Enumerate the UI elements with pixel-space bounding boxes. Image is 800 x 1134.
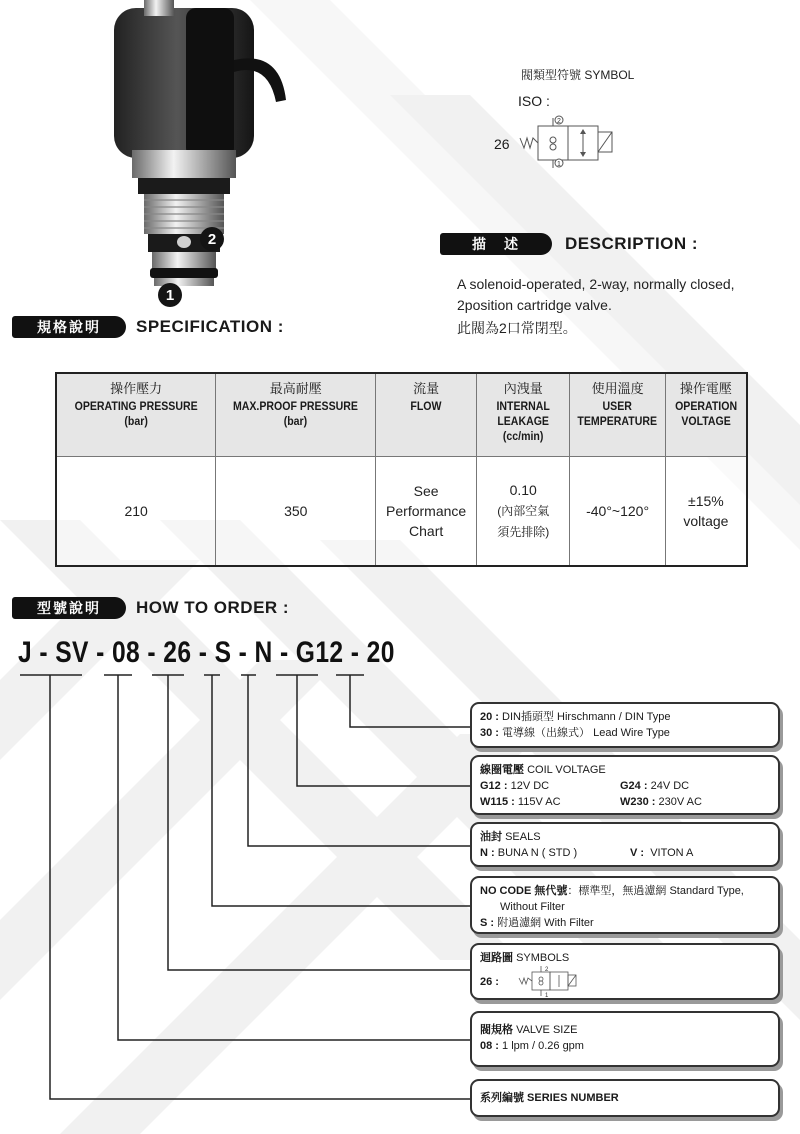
solenoid-valve-illustration <box>90 0 330 310</box>
specification-title: SPECIFICATION : <box>136 317 284 336</box>
filter-with: S : 附過濾網 With Filter <box>480 917 594 929</box>
coil-voltage-title: 線圈電壓 COIL VOLTAGE <box>480 764 606 776</box>
code-series: J <box>18 636 33 669</box>
value-flow: See Performance Chart <box>376 457 477 567</box>
coil-voltage-dc: G12 : 12V DC G24 : 24V DC <box>480 780 690 792</box>
symbol-code: 26 <box>494 136 510 152</box>
symbols-title: 迴路圖 SYMBOLS <box>480 952 570 964</box>
code-symbol: 26 <box>163 636 192 669</box>
code-type: SV <box>55 636 89 669</box>
series-number-box <box>470 1079 780 1117</box>
valve-size-title: 閥規格 VALVE SIZE <box>480 1024 578 1036</box>
description-pill: 描 述 <box>440 233 552 255</box>
header-flow: 流量 FLOW <box>376 373 477 457</box>
connector-option-30: 30 : 電導線（出線式） Lead Wire Type <box>480 727 670 739</box>
small-symbol-port-2: 2 <box>545 967 549 973</box>
value-max-proof-pressure: 350 <box>216 457 376 567</box>
valve-size-box <box>470 1011 780 1067</box>
code-filter: S <box>214 636 232 669</box>
coil-voltage-ac: W115 : 115V AC W230 : 230V AC <box>480 796 702 808</box>
code-connector: 20 <box>366 636 395 669</box>
symbol-heading: 閥類型符號 SYMBOL <box>521 68 635 82</box>
order-code: J - SV - 08 - 26 - S - N - G12 - 20 <box>18 636 395 669</box>
seals-box <box>470 822 780 867</box>
symbols-box <box>470 943 780 1000</box>
specification-pill: 規格說明 <box>12 316 126 338</box>
code-seals: N <box>254 636 273 669</box>
coil-voltage-box <box>470 755 780 815</box>
series-number-title: 系列編號 SERIES NUMBER <box>480 1092 619 1104</box>
header-max-proof-pressure: 最高耐壓 MAX.PROOF PRESSURE (bar) <box>216 373 376 457</box>
description-line-1: A solenoid-operated, 2-way, normally closed, <box>457 276 735 292</box>
value-operation-voltage: ±15% voltage <box>665 457 747 567</box>
header-operation-voltage: 操作電壓 OPERATION VOLTAGE <box>665 373 747 457</box>
header-operating-pressure: 操作壓力 OPERATING PRESSURE (bar) <box>56 373 216 457</box>
iso-label: ISO : <box>518 93 550 109</box>
connector-option-20: 20 : DIN插頭型 Hirschmann / DIN Type <box>480 711 671 723</box>
filter-standard-cont: Without Filter <box>500 901 565 913</box>
code-size: 08 <box>111 636 141 669</box>
seals-options: N : BUNA N ( STD ) V : VITON A <box>480 847 694 859</box>
filter-standard: NO CODE 無代號：標準型，無過濾網 Standard Type, <box>480 885 744 897</box>
symbols-26: 26 : 2 1 <box>480 966 770 996</box>
seals-title: 油封 SEALS <box>480 831 541 843</box>
table-header-row <box>56 373 747 457</box>
symbol-port-2: 2 <box>557 118 561 125</box>
description-line-3: 此閥為2口常閉型。 <box>457 320 577 336</box>
value-operating-pressure: 210 <box>56 457 216 567</box>
filter-option-box <box>470 876 780 934</box>
code-coil: G12 <box>295 636 344 669</box>
connector-option-box <box>470 702 780 748</box>
description-line-2: 2position cartridge valve. <box>457 297 612 313</box>
how-to-order-title: HOW TO ORDER : <box>136 598 290 617</box>
symbol-port-1: 1 <box>557 161 561 168</box>
description-title: DESCRIPTION : <box>565 234 699 253</box>
header-user-temperature: 使用溫度 USER TEMPERATURE <box>570 373 665 457</box>
port-1-callout: 1 <box>158 283 182 307</box>
valve-size-08: 08 : 1 lpm / 0.26 gpm <box>480 1040 584 1052</box>
port-2-callout: 2 <box>200 227 224 251</box>
value-internal-leakage: 0.10 (內部空氣 須先排除) <box>477 457 570 567</box>
small-symbol-port-1: 1 <box>545 993 549 998</box>
value-user-temperature: -40°~120° <box>570 457 665 567</box>
specification-table <box>55 372 748 567</box>
valve-symbol-icon <box>514 114 624 170</box>
table-row <box>56 457 747 567</box>
header-internal-leakage: 內洩量 INTERNAL LEAKAGE (cc/min) <box>477 373 570 457</box>
how-to-order-pill: 型號說明 <box>12 597 126 619</box>
small-valve-symbol-icon <box>516 964 586 998</box>
